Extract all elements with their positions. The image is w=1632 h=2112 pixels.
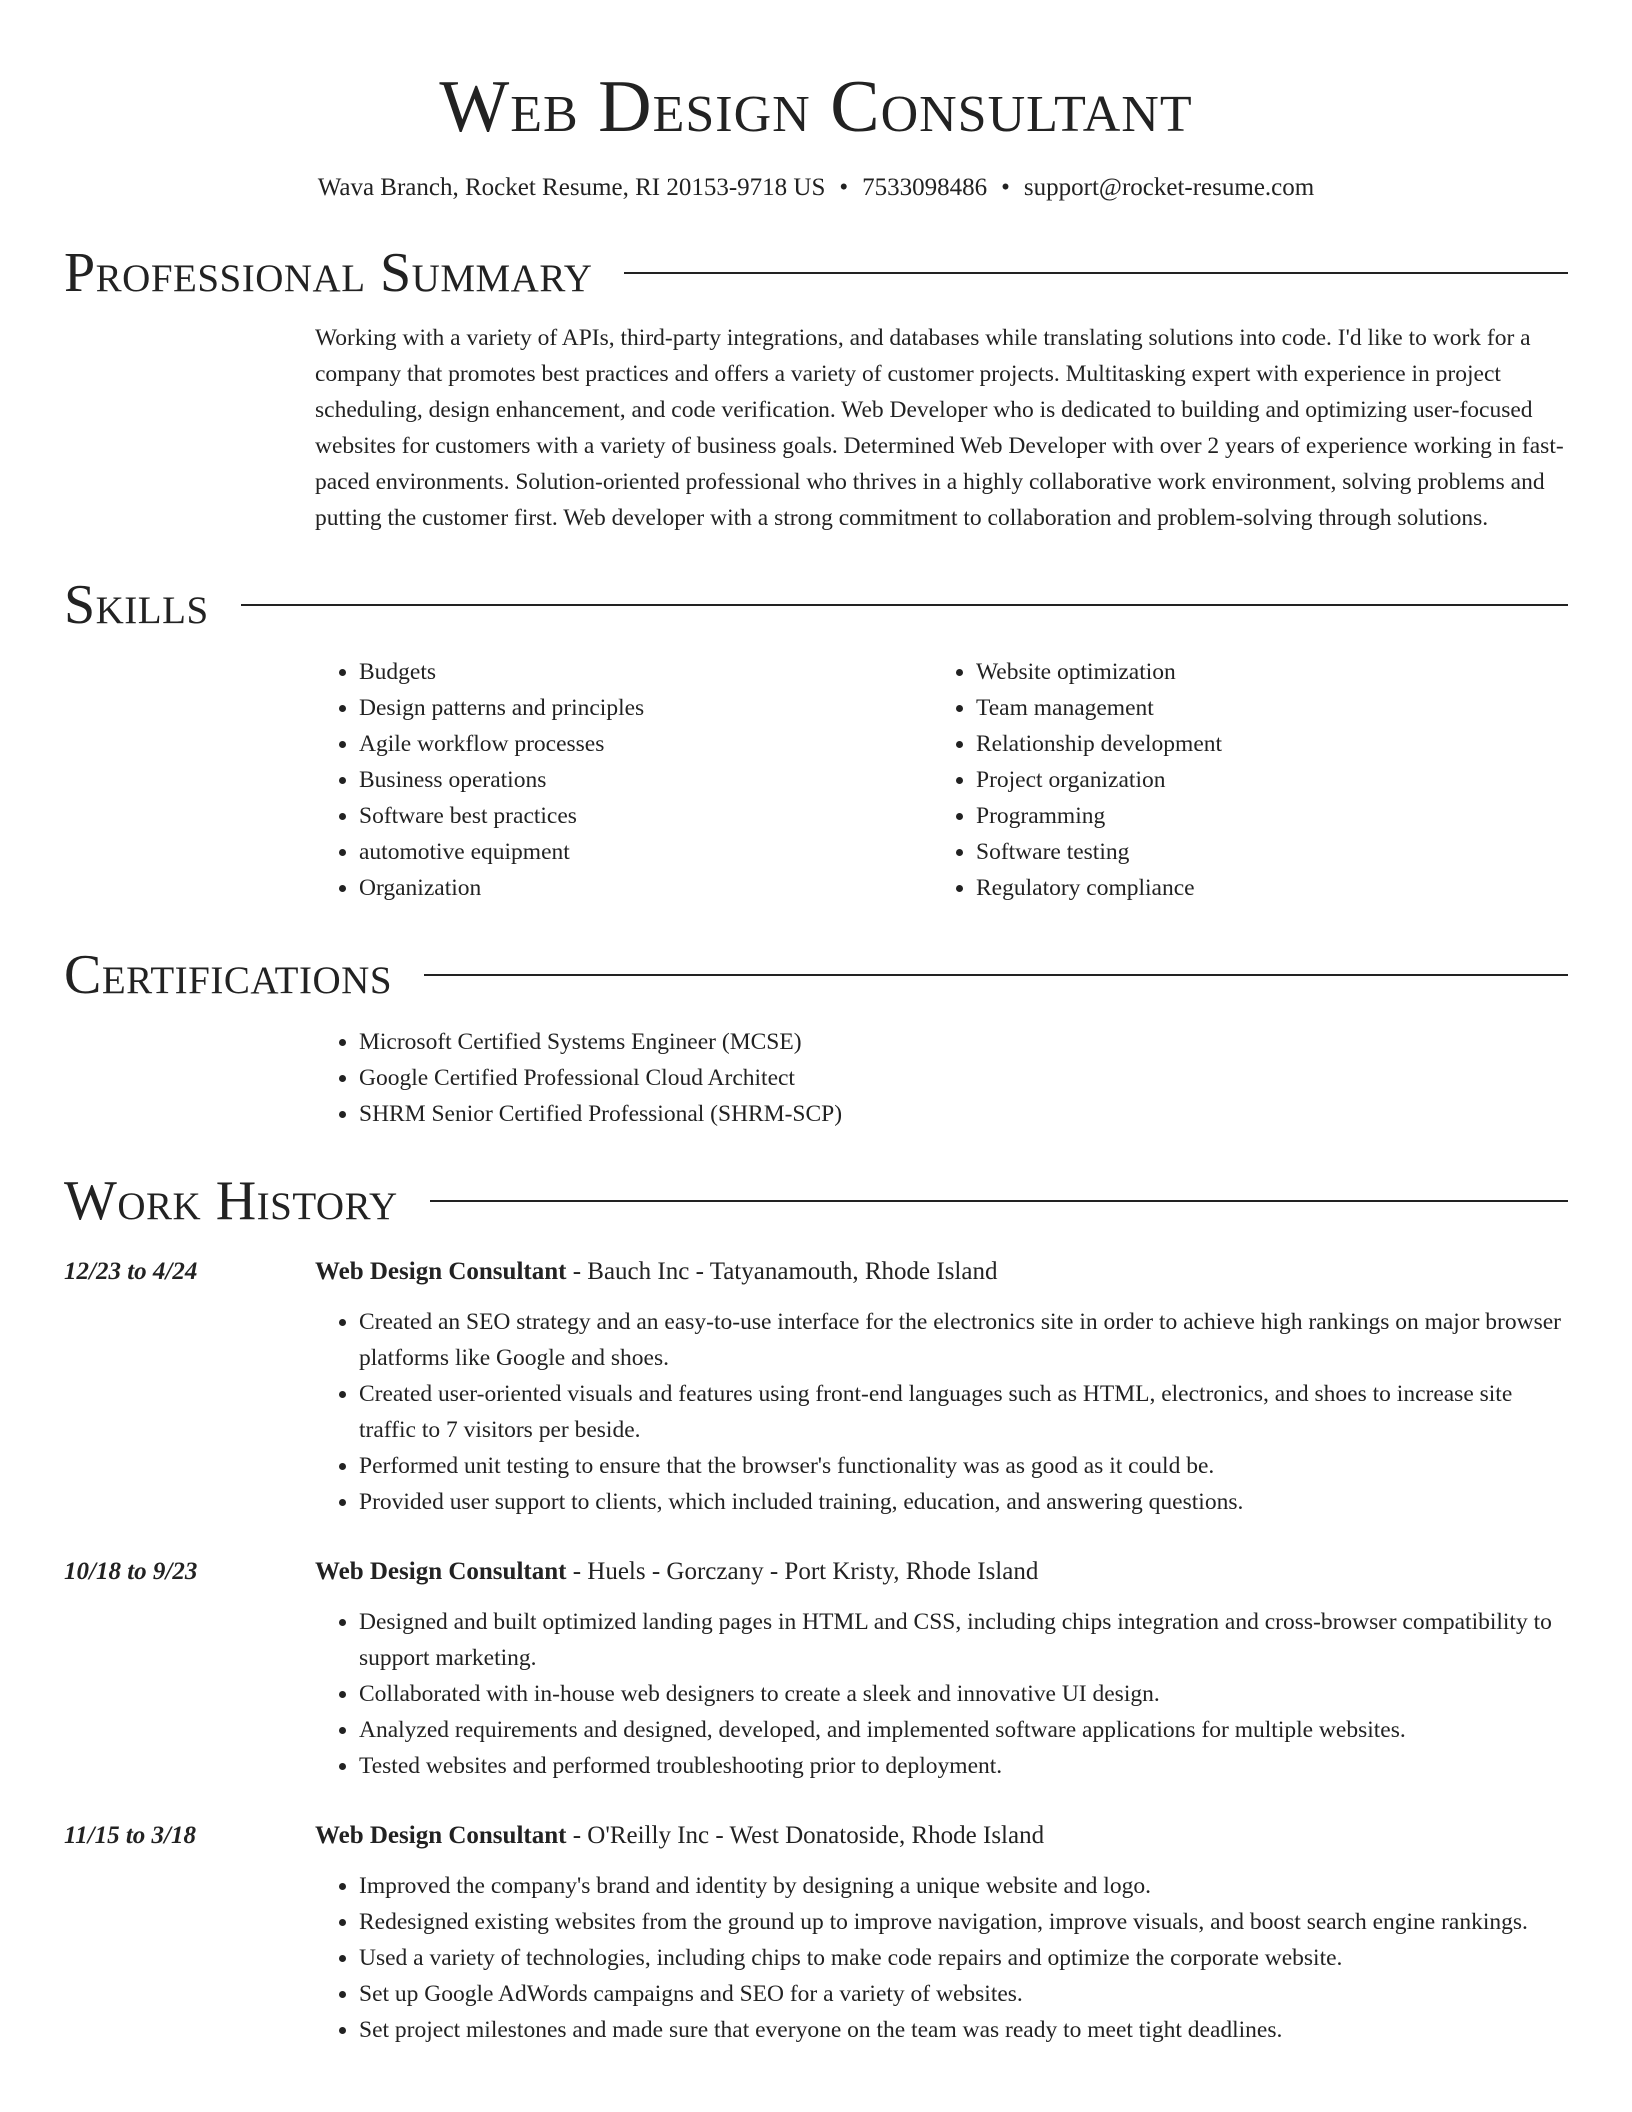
job-bullet: • Set up Google AdWords campaigns and SEO for a variety of websites. bbox=[359, 1976, 1568, 2012]
work-history-section-header bbox=[64, 1168, 1568, 1234]
job-header bbox=[64, 1254, 1568, 1290]
job-bullet: • Collaborated with in-house web designers to create a sleek and innovative UI design. bbox=[359, 1676, 1568, 1712]
skills-list bbox=[315, 654, 1568, 906]
job-bullet: • Set project milestones and made sure that everyone on the team was ready to meet tight deadlines. bbox=[359, 2012, 1568, 2048]
skill-item: • Organization bbox=[359, 870, 932, 906]
certification-item: • SHRM Senior Certified Professional (SHRM-SCP) bbox=[359, 1096, 1568, 1132]
summary-text: Working with a variety of APIs, third-party integrations, and databases while translating solutions into code. I'd like to work for a company that promotes best practices and offers a variety of customer projects. Multitasking expert with experience in project scheduling, design enhancement, and code verification. Web Developer who is dedicated to building and optimizing user-focused websites for customers with a variety of business goals. Determined Web Developer with over 2 years of experience working in fast-paced environments. Solution-oriented professional who thrives in a highly collaborative work environment, solving problems and putting the customer first. Web developer with a strong commitment to collaboration and problem-solving through solutions. bbox=[315, 325, 1564, 531]
skill-item: • Software best practices bbox=[359, 798, 932, 834]
skill-item: • Relationship development bbox=[976, 726, 1549, 762]
job-bullet: • Analyzed requirements and designed, developed, and implemented software applications for multiple websites. bbox=[359, 1712, 1568, 1748]
skills-column-right bbox=[932, 654, 1549, 906]
contact-line bbox=[64, 172, 1568, 204]
job-entry bbox=[64, 1818, 1568, 2048]
job-heading bbox=[315, 1254, 997, 1290]
skill-item: • Project organization bbox=[976, 762, 1549, 798]
section-divider bbox=[430, 1200, 1568, 1202]
contact-separator: • bbox=[839, 174, 849, 201]
skill-item: • Software testing bbox=[976, 834, 1549, 870]
job-dates: 11/15 to 3/18 bbox=[64, 1822, 196, 1849]
skill-item: • Team management bbox=[976, 690, 1549, 726]
skill-item: • Programming bbox=[976, 798, 1549, 834]
job-bullets bbox=[315, 1868, 1568, 2048]
job-bullet: • Created an SEO strategy and an easy-to-use interface for the electronics site in order to achieve high rankings on major browser platforms like Google and shoes. bbox=[359, 1304, 1568, 1376]
job-employer: - Bauch Inc - Tatyanamouth, Rhode Island bbox=[566, 1258, 998, 1285]
certifications-heading: Certifications bbox=[64, 944, 393, 1006]
section-divider bbox=[241, 604, 1568, 606]
skills-heading: Skills bbox=[64, 574, 209, 636]
work-history-heading: Work History bbox=[64, 1170, 398, 1232]
contact-phone: 7533098486 bbox=[862, 174, 988, 201]
resume-page bbox=[64, 0, 1568, 2048]
summary-section-header bbox=[64, 240, 1568, 306]
certification-item: • Microsoft Certified Systems Engineer (MCSE) bbox=[359, 1024, 1568, 1060]
job-entry bbox=[64, 1554, 1568, 1784]
skill-item: • Budgets bbox=[359, 654, 932, 690]
certifications-section-header bbox=[64, 942, 1568, 1008]
skills-section-header bbox=[64, 572, 1568, 638]
job-entry bbox=[64, 1254, 1568, 1520]
job-heading bbox=[315, 1818, 1044, 1854]
skill-item: • automotive equipment bbox=[359, 834, 932, 870]
job-heading bbox=[315, 1554, 1038, 1590]
contact-address: Wava Branch, Rocket Resume, RI 20153-9718 US bbox=[317, 174, 826, 201]
certification-item: • Google Certified Professional Cloud Architect bbox=[359, 1060, 1568, 1096]
job-bullet: • Designed and built optimized landing pages in HTML and CSS, including chips integration and cross-browser compatibility to support marketing. bbox=[359, 1604, 1568, 1676]
job-header bbox=[64, 1818, 1568, 1854]
certifications-list bbox=[315, 1024, 1568, 1132]
skill-item: • Design patterns and principles bbox=[359, 690, 932, 726]
job-bullet: • Improved the company's brand and identity by designing a unique website and logo. bbox=[359, 1868, 1568, 1904]
job-employer: - O'Reilly Inc - West Donatoside, Rhode Island bbox=[566, 1822, 1045, 1849]
page-title: Web Design Consultant bbox=[439, 66, 1193, 148]
job-title: Web Design Consultant bbox=[315, 1558, 567, 1585]
job-bullet: • Provided user support to clients, which included training, education, and answering questions. bbox=[359, 1484, 1568, 1520]
skill-item: • Agile workflow processes bbox=[359, 726, 932, 762]
contact-email: support@rocket-resume.com bbox=[1023, 174, 1315, 201]
job-title: Web Design Consultant bbox=[315, 1258, 567, 1285]
section-divider bbox=[624, 272, 1568, 274]
job-bullet: • Tested websites and performed troubleshooting prior to deployment. bbox=[359, 1748, 1568, 1784]
job-employer: - Huels - Gorczany - Port Kristy, Rhode Island bbox=[566, 1558, 1039, 1585]
job-bullet: • Created user-oriented visuals and features using front-end languages such as HTML, electronics, and shoes to increase site traffic to 7 visitors per beside. bbox=[359, 1376, 1568, 1448]
skill-item: • Business operations bbox=[359, 762, 932, 798]
job-bullet: • Used a variety of technologies, including chips to make code repairs and optimize the corporate website. bbox=[359, 1940, 1568, 1976]
skill-item: • Website optimization bbox=[976, 654, 1549, 690]
job-bullet: • Performed unit testing to ensure that the browser's functionality was as good as it could be. bbox=[359, 1448, 1568, 1484]
contact-separator: • bbox=[1001, 174, 1010, 201]
job-bullet: • Redesigned existing websites from the ground up to improve navigation, improve visuals, and boost search engine rankings. bbox=[359, 1904, 1568, 1940]
summary-heading: Professional Summary bbox=[64, 242, 593, 304]
job-dates: 12/23 to 4/24 bbox=[64, 1258, 198, 1285]
section-divider bbox=[424, 974, 1568, 976]
job-header bbox=[64, 1554, 1568, 1590]
job-title: Web Design Consultant bbox=[315, 1822, 567, 1849]
job-bullets bbox=[315, 1604, 1568, 1784]
job-dates: 10/18 to 9/23 bbox=[64, 1558, 198, 1585]
job-bullets bbox=[315, 1304, 1568, 1520]
skill-item: • Regulatory compliance bbox=[976, 870, 1549, 906]
skills-column-left bbox=[315, 654, 932, 906]
